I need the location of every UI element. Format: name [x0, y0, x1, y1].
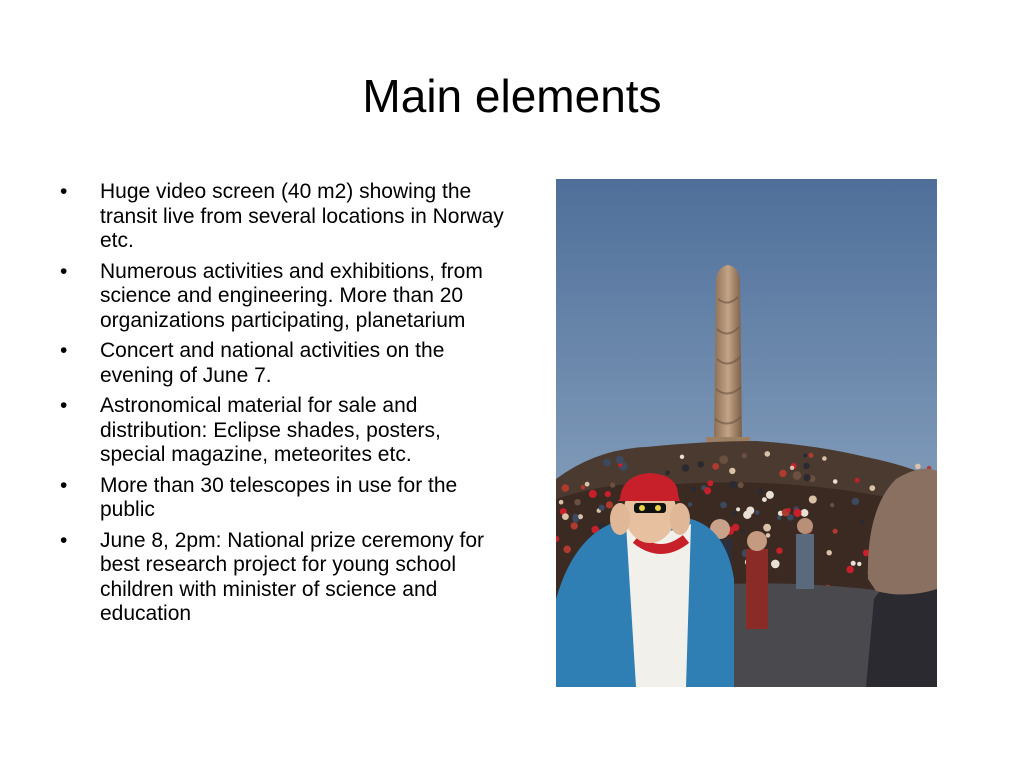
bullet-text: Numerous activities and exhibitions, from science and engineering. More than 20 organizations participating, planetarium: [100, 259, 483, 332]
bullet-item-activities: [60, 260, 505, 334]
bullet-symbol: •: [60, 528, 68, 552]
bullet-text: June 8, 2pm: National prize ceremony for best research project for young school children with minister of science and education: [100, 528, 485, 625]
bullet-item-astronomical-material: [60, 394, 505, 468]
bullet-text: Huge video screen (40 m2) showing the transit live from several locations in Norway etc.: [100, 180, 504, 252]
bullet-text: Astronomical material for sale and distribution: Eclipse shades, posters, special magazine, meteorites etc.: [100, 394, 441, 466]
bullet-item-telescopes: [60, 474, 505, 523]
bullet-item-prize-ceremony: [60, 529, 505, 627]
bullet-symbol: •: [60, 180, 68, 203]
bullet-symbol: •: [60, 259, 68, 283]
bullet-item-video-screen: [60, 180, 505, 254]
bullet-list: [60, 180, 505, 633]
event-photo-drawing: [556, 179, 937, 687]
bullet-symbol: •: [60, 339, 68, 362]
bullet-symbol: •: [60, 394, 68, 417]
slide-title: Main elements: [362, 70, 662, 122]
event-photo: [556, 179, 937, 687]
bullet-item-concert: [60, 339, 505, 388]
bullet-text: More than 30 telescopes in use for the public: [100, 473, 458, 521]
bullet-text: Concert and national activities on the evening of June 7.: [100, 339, 445, 387]
bullet-symbol: •: [60, 473, 68, 497]
